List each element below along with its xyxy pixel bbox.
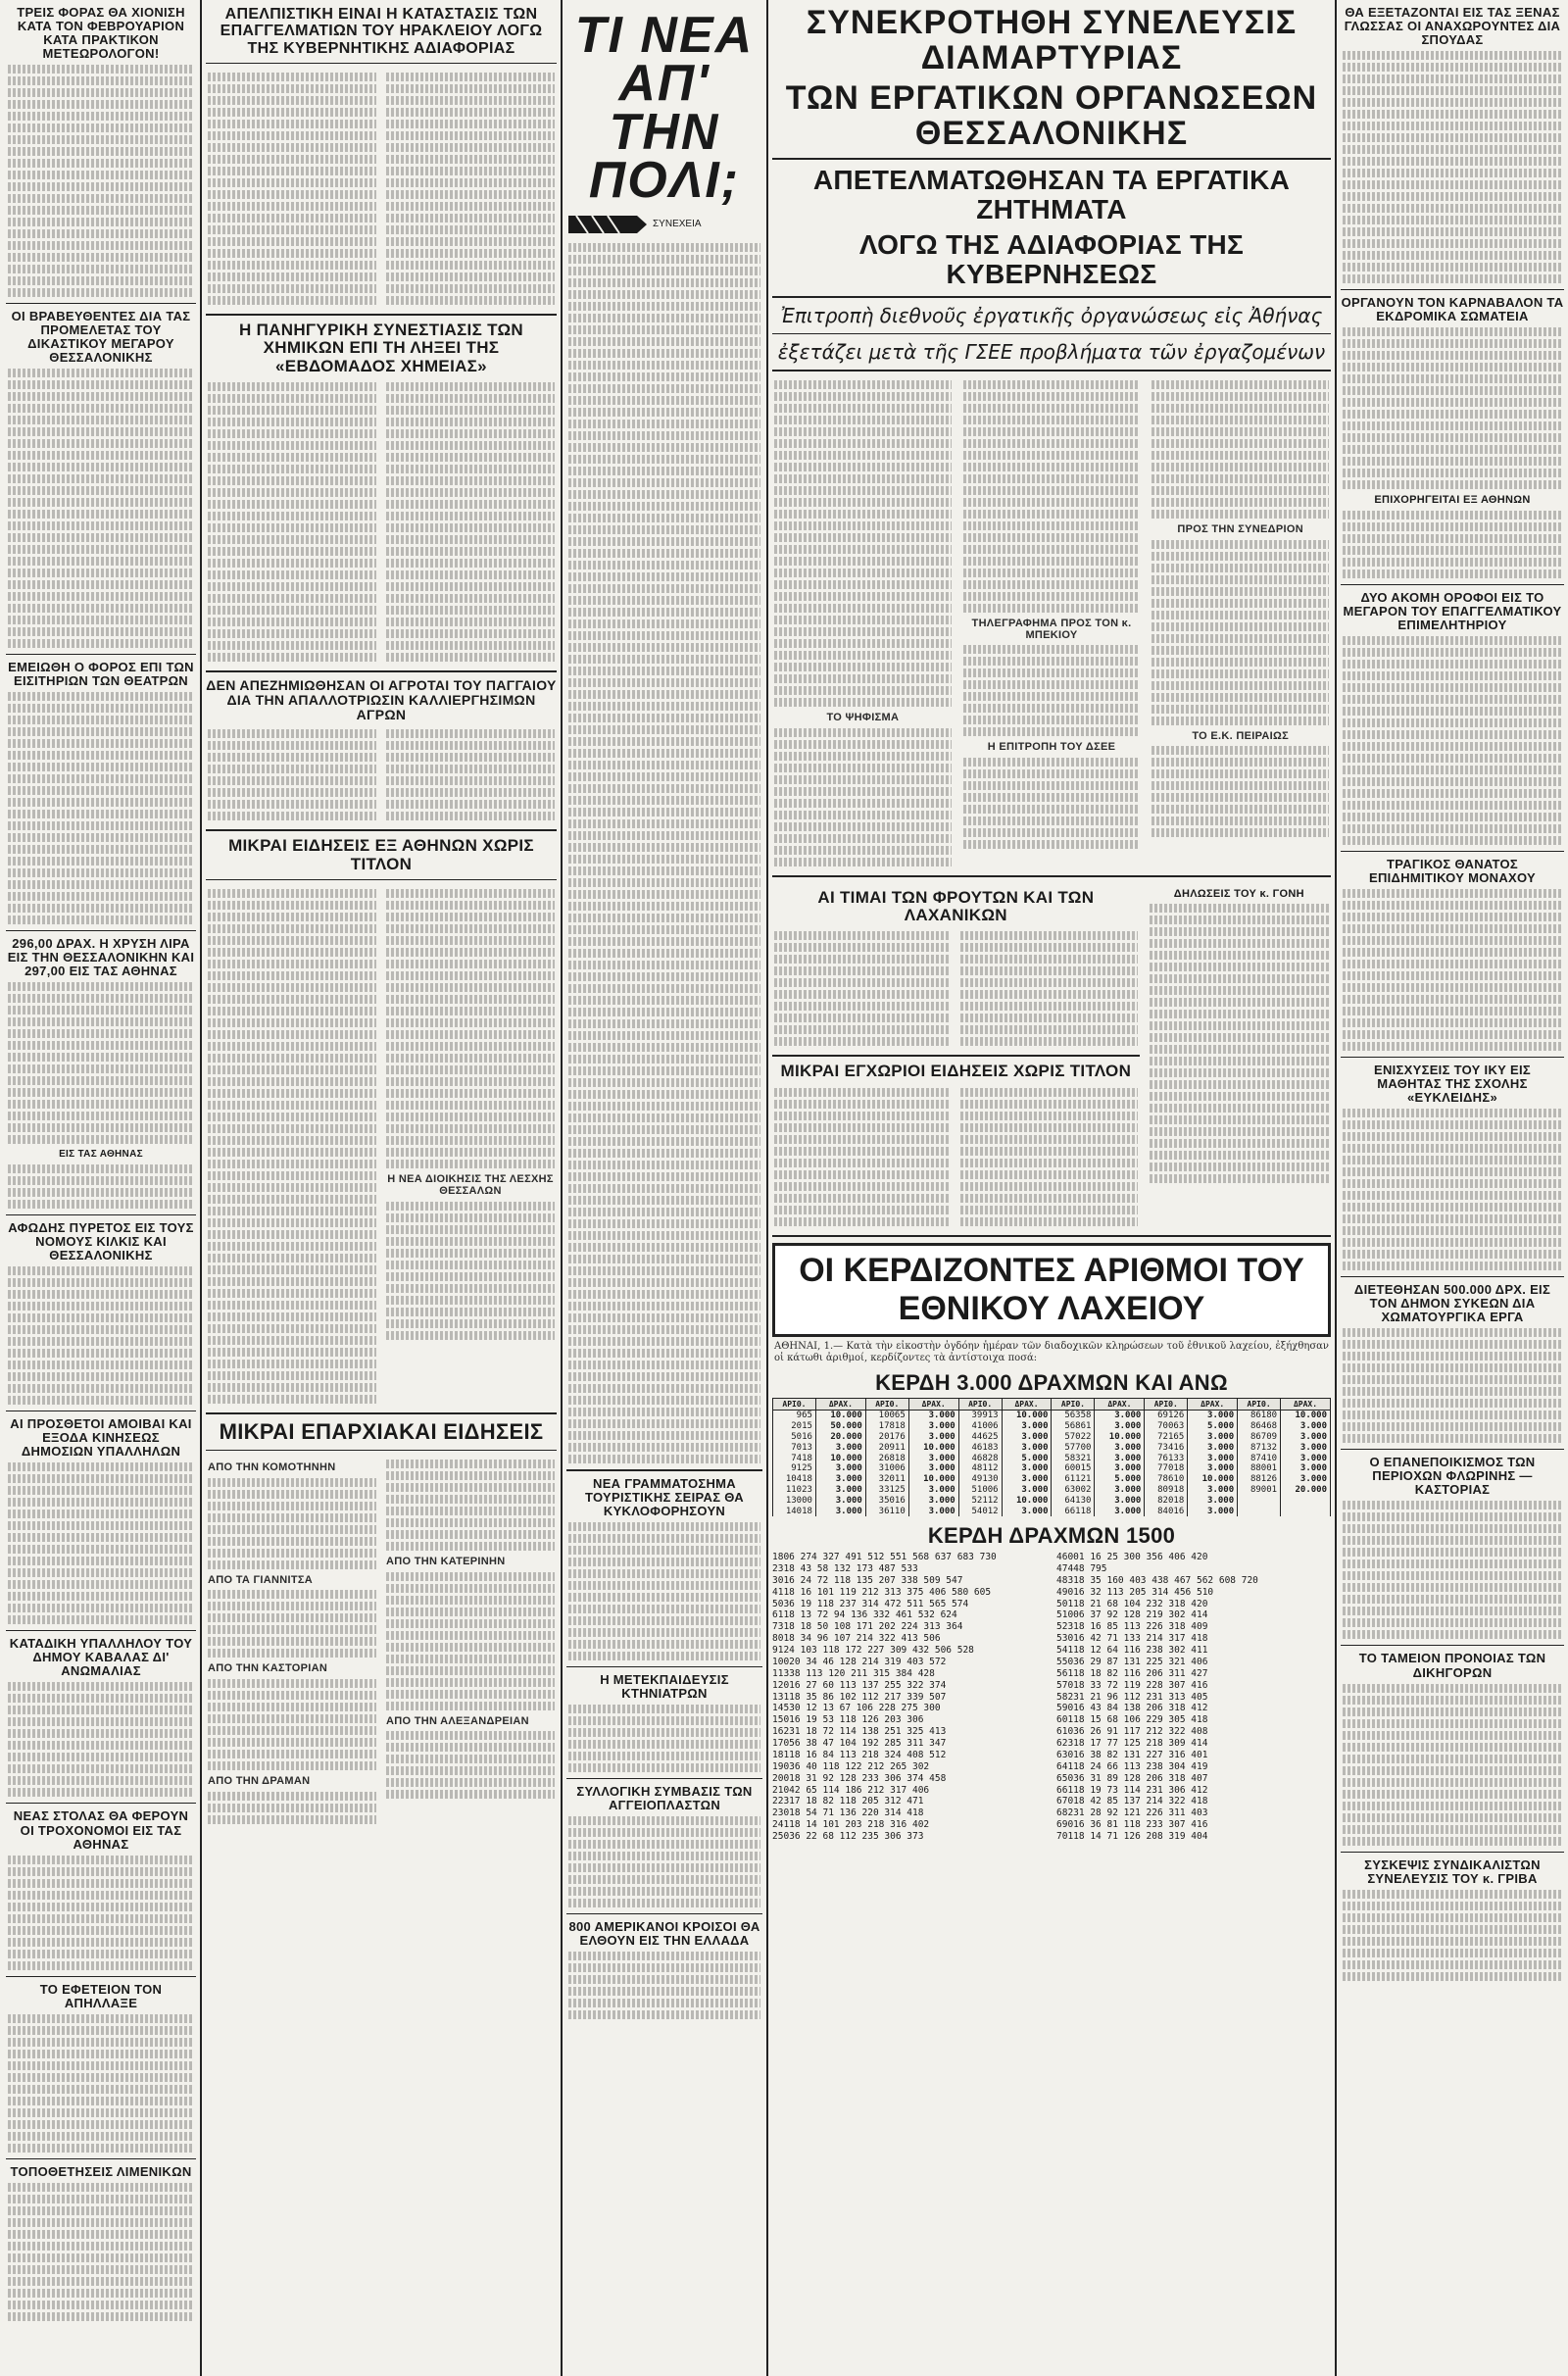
table-cell: 3.000 <box>1188 1463 1238 1474</box>
subbanner-line-2: ΛΟΓΩ ΤΗΣ ΑΔΙΑΦΟΡΙΑΣ ΤΗΣ ΚΥΒΕΡΝΗΣΕΩΣ <box>858 229 1245 290</box>
article-gold <box>8 982 194 1144</box>
table-cell: 3.000 <box>1188 1485 1238 1496</box>
article-fever <box>8 1266 194 1405</box>
column-3 <box>566 0 762 2376</box>
table-cell: 3.000 <box>1095 1496 1145 1507</box>
headline-sykies: ΔΙΕΤΕΘΗΣΑΝ 500.000 ΔΡΧ. ΕΙΣ ΤΟΝ ΔΗΜΟΝ ΣΥΚΕΩΝ ΔΙΑ ΧΩΜΑΤΟΥΡΓΙΚΑ ΕΡΓΑ <box>1353 1282 1551 1325</box>
table-cell: 7418 <box>773 1454 816 1464</box>
headline-monk: ΤΡΑΓΙΚΟΣ ΘΑΝΑΤΟΣ ΕΠΙΔΗΜΙΤΙΚΟΥ ΜΟΝΑΧΟΥ <box>1368 857 1537 886</box>
table-cell: 3.000 <box>815 1443 865 1454</box>
table-cell: 82018 <box>1145 1496 1188 1507</box>
banner-line-1: ΣΥΝΕΚΡΟΤΗΘΗ ΣΥΝΕΛΕΥΣΙΣ ΔΙΑΜΑΡΤΥΡΙΑΣ <box>806 4 1298 76</box>
table-cell: 9125 <box>773 1463 816 1474</box>
headline-gold: 296,00 ΔΡΑΧ. Η ΧΡΥΣΗ ΛΙΡΑ ΕΙΣ ΤΗΝ ΘΕΣΣΑΛΟΝΙΚΗΝ ΚΑΙ 297,00 ΕΙΣ ΤΑΣ ΑΘΗΝΑΣ <box>7 936 195 979</box>
table-cell: 50.000 <box>815 1421 865 1432</box>
table-cell: 3.000 <box>908 1463 958 1474</box>
table-cell: 56358 <box>1052 1411 1095 1421</box>
lottery-list-right: 46001 16 25 300 356 406 420 47448 795 48318 35 160 403 438 467 562 608 720 49016 32 113 205 314 456 510 50118 21 68 104 232 318 420 51006 37 92 128 219 302 414 52318 16 85 113 226 318 409 53016 42 71 133 214 317 418 54118 12 64 116 238 302 411 55036 29 87 131 225 321 406 56118 18 82 116 206 311 427 57018 33 72 119 228 307 416 58231 21 96 112 231 313 405 59016 43 84 138 206 318 412 60118 15 68 106 229 305 418 61036 26 91 117 212 322 408 62318 17 77 125 218 309 414 63016 38 82 131 227 316 401 64118 24 66 113 238 304 419 65036 31 89 128 206 318 407 66118 19 73 114 231 306 412 67018 42 85 137 214 322 418 68231 28 92 121 226 311 403 69016 36 81 118 233 307 416 70118 14 71 126 208 319 404 <box>1056 1552 1258 1843</box>
table-cell: 10.000 <box>908 1474 958 1485</box>
table-cell: 63002 <box>1052 1485 1095 1496</box>
table-cell <box>1238 1507 1281 1517</box>
headline-provincial: ΜΙΚΡΑΙ ΕΠΑΡΧΙΑΚΑΙ ΕΙΔΗΣΕΙΣ <box>219 1418 544 1444</box>
article-snow <box>8 65 194 297</box>
main-story <box>772 0 1331 2376</box>
table-cell: 88001 <box>1238 1463 1281 1474</box>
table-row <box>773 1432 1331 1443</box>
headline-americans: 800 ΑΜΕΡΙΚΑΝΟΙ ΚΡΟΙΣΟΙ ΘΑ ΕΛΘΟΥΝ ΕΙΣ ΤΗΝ ΕΛΛΑΔΑ <box>568 1918 760 1948</box>
table-cell: 10.000 <box>1002 1411 1052 1421</box>
table-cell: 3.000 <box>1188 1496 1238 1507</box>
table-cell: 3.000 <box>1281 1474 1331 1485</box>
table-cell: 3.000 <box>1002 1507 1052 1517</box>
table-cell: 3.000 <box>1002 1443 1052 1454</box>
table-cell: 3.000 <box>1188 1507 1238 1517</box>
lottery-heading-3000: ΚΕΡΔΗ 3.000 ΔΡΑΧΜΩΝ ΚΑΙ ΑΝΩ <box>875 1369 1228 1395</box>
table-cell: 26818 <box>865 1454 908 1464</box>
table-cell: 33125 <box>865 1485 908 1496</box>
headline-fever: ΑΦΩΔΗΣ ΠΥΡΕΤΟΣ ΕΙΣ ΤΟΥΣ ΝΟΜΟΥΣ ΚΙΛΚΙΣ ΚΑΙ ΘΕΣΣΑΛΟΝΙΚΗΣ <box>8 1220 194 1263</box>
headline-snow: ΤΡΕΙΣ ΦΟΡΑΣ ΘΑ ΧΙΟΝΙΣΗ ΚΑΤΑ ΤΟΝ ΦΕΒΡΟΥΑΡΙΟΝ ΚΑΤΑ ΠΡΑΚΤΙΚΟΝ ΜΕΤΕΩΡΟΛΟΓΟΝ! <box>17 5 185 62</box>
table-cell: 3.000 <box>1281 1432 1331 1443</box>
headline-grivas: ΣΥΣΚΕΨΙΣ ΣΥΝΔΙΚΑΛΙΣΤΩΝ ΣΥΝΕΛΕΥΣΙΣ ΤΟΥ κ. ΓΡΙΒΑ <box>1364 1856 1541 1886</box>
table-cell: 3.000 <box>908 1496 958 1507</box>
table-cell: 70063 <box>1145 1421 1188 1432</box>
table-cell: 5016 <box>773 1432 816 1443</box>
table-cell: 84016 <box>1145 1507 1188 1517</box>
table-row <box>773 1421 1331 1432</box>
table-row <box>773 1443 1331 1454</box>
table-cell: 66118 <box>1052 1507 1095 1517</box>
table-cell: 10.000 <box>815 1454 865 1464</box>
column-divider <box>200 0 202 2376</box>
headline-allowances: ΑΙ ΠΡΟΣΘΕΤΟΙ ΑΜΟΙΒΑΙ ΚΑΙ ΕΞΟΔΑ ΚΙΝΗΣΕΩΣ ΔΗΜΟΣΙΩΝ ΥΠΑΛΛΗΛΩΝ <box>10 1416 192 1460</box>
headline-theatre-tax: ΕΜΕΙΩΘΗ Ο ΦΟΡΟΣ ΕΠΙ ΤΩΝ ΕΙΣΙΤΗΡΙΩΝ ΤΩΝ ΘΕΑΤΡΩΝ <box>8 660 194 689</box>
headline-heraklion: ΑΠΕΛΠΙΣΤΙΚΗ ΕΙΝΑΙ Η ΚΑΤΑΣΤΑΣΙΣ ΤΩΝ ΕΠΑΓΓΕΛΜΑΤΙΩΝ ΤΟΥ ΗΡΑΚΛΕΙΟΥ ΛΟΓΩ ΤΗΣ ΚΥΒΕΡΝΗΤΙΚΗΣ ΑΔΙΑΦΟΡΙΑΣ <box>220 6 543 57</box>
headline-athens-news: ΜΙΚΡΑΙ ΕΙΔΗΣΕΙΣ ΕΞ ΑΘΗΝΩΝ ΧΩΡΙΣ ΤΙΤΛΟΝ <box>228 836 534 873</box>
headline-club: Η ΝΕΑ ΔΙΟΙΚΗΣΙΣ ΤΗΣ ΛΕΣΧΗΣ ΘΕΣΣΑΛΩΝ <box>387 1172 554 1197</box>
table-cell: 61121 <box>1052 1474 1095 1485</box>
table-row <box>773 1411 1331 1421</box>
table-cell: 52112 <box>958 1496 1002 1507</box>
subhead-committee: Η ΕΠΙΤΡΟΠΗ ΤΟΥ ΔΣΕΕ <box>987 741 1116 754</box>
subhead-telegram: ΤΗΛΕΓΡΑΦΗΜΑ ΠΡΟΣ ΤΟΝ κ. ΜΠΕΚΙΟΥ <box>971 617 1132 641</box>
table-cell: 87132 <box>1238 1443 1281 1454</box>
table-cell: 3.000 <box>908 1432 958 1443</box>
table-cell: 20911 <box>865 1443 908 1454</box>
column-divider <box>561 0 563 2376</box>
lottery-title: ΟΙ ΚΕΡΔΙΖΟΝΤΕΣ ΑΡΙΘΜΟΙ ΤΟΥ ΕΘΝΙΚΟΥ ΛΑΧΕΙΟΥ <box>772 1243 1331 1337</box>
headline-vets: Η ΜΕΤΕΚΠΑΙΔΕΥΣΙΣ ΚΤΗΝΙΑΤΡΩΝ <box>600 1671 729 1701</box>
article-appeal <box>8 2014 194 2153</box>
table-cell: 2015 <box>773 1421 816 1432</box>
table-cell: 51006 <box>958 1485 1002 1496</box>
table-cell: 86180 <box>1238 1411 1281 1421</box>
lottery-list-left: 1806 274 327 491 512 551 568 637 683 730 2318 43 58 132 173 487 533 3016 24 72 118 135 207 338 509 547 4118 16 101 119 212 313 375 406 580 605 5036 19 118 237 314 472 511 565 574 6118 13 72 94 136 332 461 532 624 7318 18 50 108 171 202 224 313 364 8018 34 96 107 214 322 413 506 9124 103 118 172 227 309 432 506 528 10020 34 46 128 214 319 403 572 11338 113 120 211 315 384 428 12016 27 60 113 137 255 322 374 13118 35 86 102 112 217 339 507 14530 12 13 67 106 228 275 300 15016 19 53 118 126 203 306 16231 18 72 114 138 251 325 413 17056 38 47 104 192 285 311 347 18118 16 84 113 218 324 408 512 19036 40 118 122 212 265 302 20018 31 92 128 233 306 374 458 21042 65 114 186 212 317 406 22317 18 82 118 205 312 471 23018 54 71 136 220 314 418 24118 14 101 203 218 316 402 25036 22 68 112 235 306 373 <box>772 1552 997 1843</box>
table-cell: 3.000 <box>1002 1463 1052 1474</box>
table-cell: 41006 <box>958 1421 1002 1432</box>
table-cell: 11023 <box>773 1485 816 1496</box>
table-cell: 20176 <box>865 1432 908 1443</box>
subhead-vote: ΤΟ ΨΗΦΙΣΜΑ <box>826 711 900 723</box>
table-cell: 39913 <box>958 1411 1002 1421</box>
headline-small-news: ΜΙΚΡΑΙ ΕΓΧΩΡΙΟΙ ΕΙΔΗΣΕΙΣ ΧΩΡΙΣ ΤΙΤΛΟΝ <box>780 1062 1132 1081</box>
table-cell: 3.000 <box>1095 1463 1145 1474</box>
article-kavala <box>8 1682 194 1797</box>
section-katerini: ΑΠΟ ΤΗΝ ΚΑΤΕΡΙΝΗΝ <box>386 1555 506 1567</box>
headline-carnival: ΟΡΓΑΝΟΥΝ ΤΟΝ ΚΑΡΝΑΒΑΛΟΝ ΤΑ ΕΚΔΡΟΜΙΚΑ ΣΩΜΑΤΕΙΑ <box>1341 295 1564 324</box>
section-komotini: ΑΠΟ ΤΗΝ ΚΟΜΟΤΗΝΗΝ <box>208 1460 336 1473</box>
article-port-officers <box>8 2183 194 2321</box>
table-row <box>773 1474 1331 1485</box>
table-cell: 89001 <box>1238 1485 1281 1496</box>
column-divider <box>766 0 768 2376</box>
table-cell: 32011 <box>865 1474 908 1485</box>
table-row <box>773 1496 1331 1507</box>
table-cell: 3.000 <box>1095 1454 1145 1464</box>
table-cell: 7013 <box>773 1443 816 1454</box>
article-courthouse <box>8 369 194 648</box>
table-cell: 3.000 <box>908 1454 958 1464</box>
article-theatre-tax <box>8 692 194 924</box>
table-row <box>773 1507 1331 1517</box>
headline-iky: ΕΝΙΣΧΥΣΕΙΣ ΤΟΥ ΙΚΥ ΕΙΣ ΜΑΘΗΤΑΣ ΤΗΣ ΣΧΟΛΗΣ «ΕΥΚΛΕΙΔΗΣ» <box>1373 1063 1532 1106</box>
table-cell: 3.000 <box>1281 1443 1331 1454</box>
title-ti-nea: ΤΙ ΝΕΑ ΑΠ' ΤΗΝ ΠΟΛΙ; <box>574 7 755 210</box>
table-cell: 3.000 <box>908 1485 958 1496</box>
headline-port-officers: ΤΟΠΟΘΕΤΗΣΕΙΣ ΛΙΜΕΝΙΚΩΝ <box>10 2163 192 2179</box>
table-cell: 87410 <box>1238 1454 1281 1464</box>
table-cell: 3.000 <box>815 1496 865 1507</box>
table-cell: 80918 <box>1145 1485 1188 1496</box>
table-cell <box>1238 1496 1281 1507</box>
table-cell: 5.000 <box>1002 1454 1052 1464</box>
headline-lawyers-fund: ΤΟ ΤΑΜΕΙΟΝ ΠΡΟΝΟΙΑΣ ΤΩΝ ΔΙΚΗΓΟΡΩΝ <box>1358 1651 1546 1680</box>
table-cell: 3.000 <box>1188 1432 1238 1443</box>
table-cell: 3.000 <box>1002 1474 1052 1485</box>
lottery-table <box>772 1398 1331 1516</box>
table-cell <box>1281 1496 1331 1507</box>
table-cell: 20.000 <box>815 1432 865 1443</box>
headline-florina: Ο ΕΠΑΝΕΠΟΙΚΙΣΜΟΣ ΤΩΝ ΠΕΡΙΟΧΩΝ ΦΛΩΡΙΝΗΣ — ΚΑΣΤΟΡΙΑΣ <box>1369 1455 1536 1498</box>
headline-floors: ΔΥΟ ΑΚΟΜΗ ΟΡΟΦΟΙ ΕΙΣ ΤΟ ΜΕΓΑΡΟΝ ΤΟΥ ΕΠΑΓΓΕΛΜΑΤΙΚΟΥ ΕΠΙΜΕΛΗΤΗΡΙΟΥ <box>1343 590 1562 633</box>
table-cell: 35016 <box>865 1496 908 1507</box>
table-cell: 3.000 <box>1095 1411 1145 1421</box>
table-cell: 3.000 <box>1281 1463 1331 1474</box>
column-1 <box>6 0 196 2376</box>
table-cell: 57700 <box>1052 1443 1095 1454</box>
column-2 <box>206 0 557 2376</box>
section-alexandreia: ΑΠΟ ΤΗΝ ΑΛΕΞΑΝΔΡΕΙΑΝ <box>386 1714 529 1727</box>
table-cell: 3.000 <box>908 1411 958 1421</box>
table-cell <box>1281 1507 1331 1517</box>
table-cell: 86468 <box>1238 1421 1281 1432</box>
table-cell: 3.000 <box>1002 1432 1052 1443</box>
table-cell: 48112 <box>958 1463 1002 1474</box>
italic-subhead-2: ἐξετάζει μετὰ τῆς ΓΣΕΕ προβλήματα τῶν ἐργαζομένων <box>777 339 1326 364</box>
table-cell: 3.000 <box>1188 1443 1238 1454</box>
section-kastoria: ΑΠΟ ΤΗΝ ΚΑΣΤΟΡΙΑΝ <box>208 1662 328 1675</box>
table-cell: 17818 <box>865 1421 908 1432</box>
table-cell: 10418 <box>773 1474 816 1485</box>
table-cell: 10.000 <box>1188 1474 1238 1485</box>
subbanner-line-1: ΑΠΕΤΕΛΜΑΤΩΘΗΣΑΝ ΤΑ ΕΡΓΑΤΙΚΑ ΖΗΤΗΜΑΤΑ <box>812 164 1291 224</box>
table-cell: 3.000 <box>1095 1485 1145 1496</box>
headline-prices: ΑΙ ΤΙΜΑΙ ΤΩΝ ΦΡΟΥΤΩΝ ΚΑΙ ΤΩΝ ΛΑΧΑΝΙΚΩΝ <box>817 887 1095 924</box>
table-cell: 10.000 <box>908 1443 958 1454</box>
continued-label: ΣΥΝΕΧΕΙΑ <box>653 219 702 230</box>
table-cell: 72165 <box>1145 1432 1188 1443</box>
table-cell: 3.000 <box>815 1474 865 1485</box>
table-cell: 3.000 <box>1095 1421 1145 1432</box>
headline-kavala: ΚΑΤΑΔΙΚΗ ΥΠΑΛΛΗΛΟΥ ΤΟΥ ΔΗΜΟΥ ΚΑΒΑΛΑΣ ΔΙ' ΑΝΩΜΑΛΙΑΣ <box>9 1636 193 1679</box>
table-cell: 3.000 <box>1095 1443 1145 1454</box>
headline-courthouse: ΟΙ ΒΡΑΒΕΥΘΕΝΤΕΣ ΔΙΑ ΤΑΣ ΠΡΟΜΕΛΕΤΑΣ ΤΟΥ ΔΙΚΑΣΤΙΚΟΥ ΜΕΓΑΡΟΥ ΘΕΣΣΑΛΟΝΙΚΗΣ <box>11 309 191 366</box>
table-cell: 49130 <box>958 1474 1002 1485</box>
table-cell: 78610 <box>1145 1474 1188 1485</box>
headline-stamps: ΝΕΑ ΓΡΑΜΜΑΤΟΣΗΜΑ ΤΟΥΡΙΣΤΙΚΗΣ ΣΕΙΡΑΣ ΘΑ ΚΥΚΛΟΦΟΡΗΣΟΥΝ <box>585 1475 744 1518</box>
lottery-table-body <box>773 1411 1331 1516</box>
section-drama: ΑΠΟ ΤΗΝ ΔΡΑΜΑΝ <box>208 1775 311 1788</box>
table-cell: 13000 <box>773 1496 816 1507</box>
subhead-subsidy: ΕΠΙΧΟΡΗΓΕΙΤΑΙ ΕΞ ΑΘΗΝΩΝ <box>1374 494 1531 507</box>
table-cell: 5.000 <box>1188 1421 1238 1432</box>
table-cell: 73416 <box>1145 1443 1188 1454</box>
article-allowances <box>8 1462 194 1624</box>
table-cell: 3.000 <box>1281 1421 1331 1432</box>
subhead-gold-athens: ΕΙΣ ΤΑΣ ΑΘΗΝΑΣ <box>59 1149 143 1161</box>
headline-uniforms: ΝΕΑΣ ΣΤΟΛΑΣ ΘΑ ΦΕΡΟΥΝ ΟΙ ΤΡΟΧΟΝΟΜΟΙ ΕΙΣ ΤΑΣ ΑΘΗΝΑΣ <box>13 1808 189 1852</box>
table-row <box>773 1485 1331 1496</box>
table-cell: 88126 <box>1238 1474 1281 1485</box>
table-cell: 3.000 <box>815 1485 865 1496</box>
table-cell: 54012 <box>958 1507 1002 1517</box>
table-cell: 965 <box>773 1411 816 1421</box>
table-cell: 3.000 <box>1281 1454 1331 1464</box>
article-uniforms <box>8 1856 194 1970</box>
headline-chemists: Η ΠΑΝΗΓΥΡΙΚΗ ΣΥΝΕΣΤΙΑΣΙΣ ΤΩΝ ΧΗΜΙΚΩΝ ΕΠΙ ΤΗ ΛΗΞΕΙ ΤΗΣ «ΕΒΔΟΜΑΔΟΣ ΧΗΜΕΙΑΣ» <box>239 320 523 375</box>
italic-subhead-1: Ἐπιτροπὴ διεθνοῦς ἐργατικῆς ὀργανώσεως εἰς Ἀθήνας <box>780 303 1323 327</box>
table-cell: 14018 <box>773 1507 816 1517</box>
table-cell: 10.000 <box>1095 1432 1145 1443</box>
arrow-icon <box>568 214 647 235</box>
table-cell: 77018 <box>1145 1463 1188 1474</box>
table-cell: 3.000 <box>1002 1485 1052 1496</box>
table-cell: 57022 <box>1052 1432 1095 1443</box>
table-cell: 3.000 <box>1095 1507 1145 1517</box>
table-cell: 31006 <box>865 1463 908 1474</box>
table-cell: 46183 <box>958 1443 1002 1454</box>
table-cell: 64130 <box>1052 1496 1095 1507</box>
table-cell: 10.000 <box>1002 1496 1052 1507</box>
table-cell: 58321 <box>1052 1454 1095 1464</box>
subhead-piraeus: ΤΟ Ε.Κ. ΠΕΙΡΑΙΩΣ <box>1192 729 1290 742</box>
table-cell: 10065 <box>865 1411 908 1421</box>
headline-appeal: ΤΟ ΕΦΕΤΕΙΟΝ ΤΟΝ ΑΠΗΛΛΑΞΕ <box>39 1981 163 2010</box>
table-cell: 69126 <box>1145 1411 1188 1421</box>
table-cell: 3.000 <box>908 1421 958 1432</box>
table-cell: 56861 <box>1052 1421 1095 1432</box>
table-cell: 3.000 <box>1188 1411 1238 1421</box>
table-cell: 36110 <box>865 1507 908 1517</box>
subhead-meeting: ΠΡΟΣ ΤΗΝ ΣΥΝΕΔΡΙΟΝ <box>1177 522 1303 535</box>
table-cell: 20.000 <box>1281 1485 1331 1496</box>
column-right <box>1341 0 1564 2376</box>
table-cell: 60015 <box>1052 1463 1095 1474</box>
table-cell: 86709 <box>1238 1432 1281 1443</box>
table-cell: 3.000 <box>908 1507 958 1517</box>
table-cell: 76133 <box>1145 1454 1188 1464</box>
table-cell: 3.000 <box>1002 1421 1052 1432</box>
table-cell: 10.000 <box>1281 1411 1331 1421</box>
table-row <box>773 1463 1331 1474</box>
subhead-denial: ΔΗΛΩΣΕΙΣ ΤΟΥ κ. ΓΟΝΗ <box>1173 887 1304 900</box>
column-divider <box>1335 0 1337 2376</box>
headline-potters: ΣΥΛΛΟΓΙΚΗ ΣΥΜΒΑΣΙΣ ΤΩΝ ΑΓΓΕΙΟΠΛΑΣΤΩΝ <box>576 1783 753 1812</box>
table-row <box>773 1454 1331 1464</box>
table-cell: 3.000 <box>815 1507 865 1517</box>
table-cell: 5.000 <box>1095 1474 1145 1485</box>
table-cell: 10.000 <box>815 1411 865 1421</box>
lottery-table-header: ΑΡΙΘ. ΔΡΑΧ. ΑΡΙΘ. ΔΡΑΧ. ΑΡΙΘ. ΔΡΑΧ. ΑΡΙΘ. ΔΡΑΧ. ΑΡΙΘ. ΔΡΑΧ. ΑΡΙΘ. ΔΡΑΧ. <box>773 1399 1331 1411</box>
section-giannitsa: ΑΠΟ ΤΑ ΓΙΑΝΝΙΤΣΑ <box>208 1573 314 1586</box>
headline-farmers: ΔΕΝ ΑΠΕΖΗΜΙΩΘΗΣΑΝ ΟΙ ΑΓΡΟΤΑΙ ΤΟΥ ΠΑΓΓΑΙΟΥ ΔΙΑ ΤΗΝ ΑΠΑΛΛΟΤΡΙΩΣΙΝ ΚΑΛΛΙΕΡΓΗΣΙΜΩΝ ΑΓΡΩΝ <box>206 676 557 723</box>
table-cell: 3.000 <box>1188 1454 1238 1464</box>
table-cell: 44625 <box>958 1432 1002 1443</box>
lottery-intro: ΑΘΗΝΑΙ, 1.— Κατὰ τὴν εἰκοστὴν ὀγδόην ἡμέραν τῶν διαδοχικῶν κληρώσεων τοῦ ἐθνικοῦ λαχείου, ἐξήχθησαν οἱ κάτωθι ἀριθμοί, κερδίζοντες τὰ ἀντίστοιχα ποσά: <box>774 1340 1329 1364</box>
table-cell: 46828 <box>958 1454 1002 1464</box>
lottery-heading-1500: ΚΕΡΔΗ ΔΡΑΧΜΩΝ 1500 <box>927 1523 1176 1549</box>
headline-languages: ΘΑ ΕΞΕΤΑΖΟΝΤΑΙ ΕΙΣ ΤΑΣ ΞΕΝΑΣ ΓΛΩΣΣΑΣ ΟΙ ΑΝΑΧΩΡΟΥΝΤΕΣ ΔΙΑ ΣΠΟΥΔΑΣ <box>1344 5 1561 48</box>
table-cell: 3.000 <box>815 1463 865 1474</box>
banner-line-2: ΤΩΝ ΕΡΓΑΤΙΚΩΝ ΟΡΓΑΝΩΣΕΩΝ ΘΕΣΣΑΛΟΝΙΚΗΣ <box>785 79 1318 153</box>
